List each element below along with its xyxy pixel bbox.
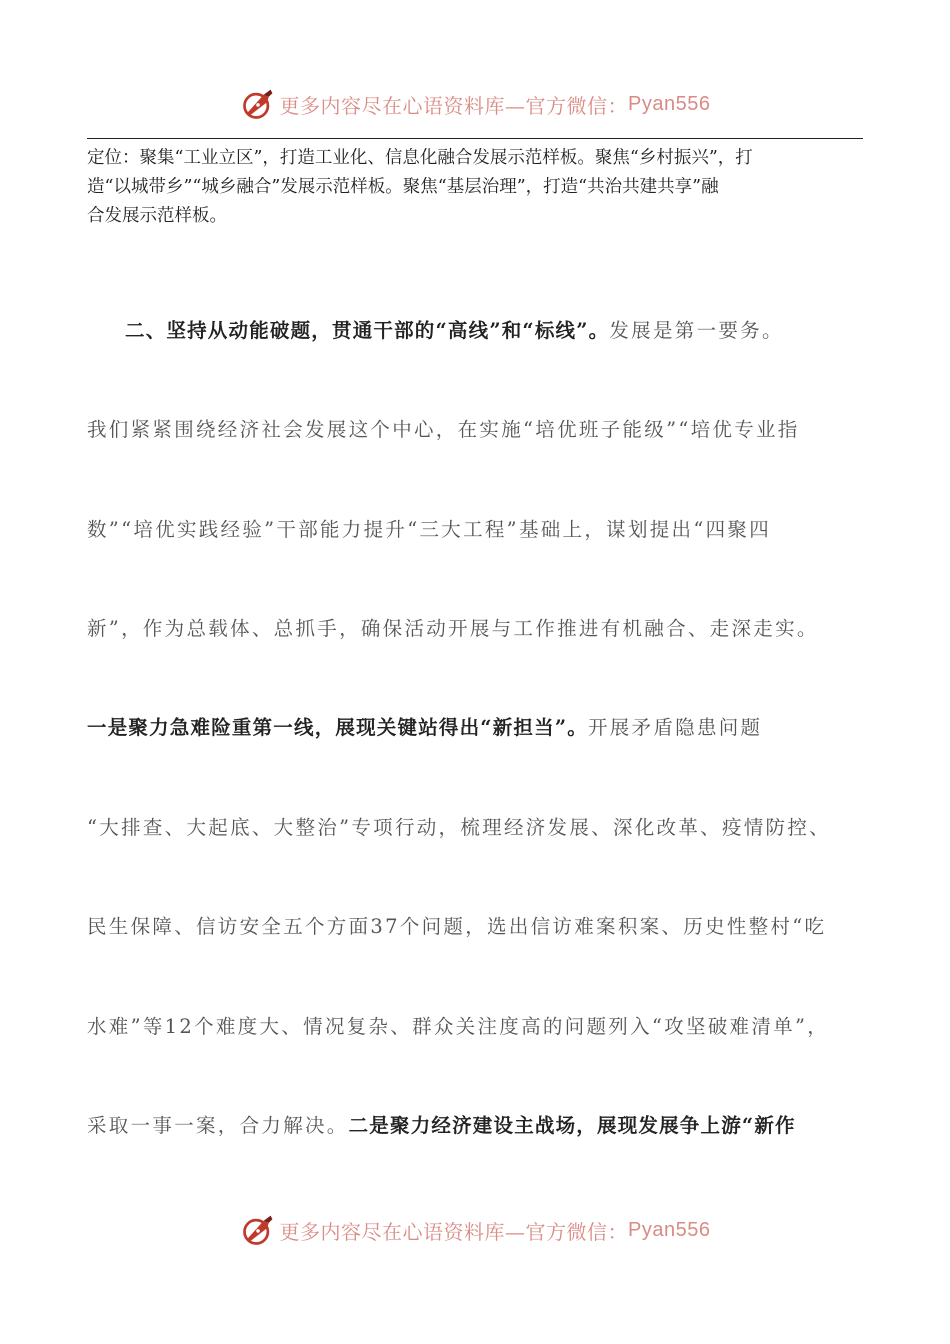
body-line-6: “大排查、大起底、大整治”专项行动，梳理经济发展、深化改革、疫情防控、 [87,816,831,839]
paragraph-line: 定位：聚集“工业立区”，打造工业化、信息化融合发展示范样板。聚焦“乡村振兴”，打 [87,148,753,168]
point-heading: 二是聚力经济建设主战场，展现发展争上游“新作 [348,1114,796,1137]
pen-nib-logo-icon [240,86,276,122]
paragraph-line: 造“以城带乡”“城乡融合”发展示范样板。聚焦“基层治理”，打造“共治共建共享”融 [87,177,719,197]
pen-nib-logo-icon [240,1212,276,1248]
header-divider [87,138,863,139]
body-line-2: 我们紧紧围绕经济社会发展这个中心，在实施“培优班子能级”“培优专业指 [87,418,800,441]
top-paragraph [87,144,863,231]
body-text: 发展是第一要务。 [609,319,784,342]
body-line-8: 水难”等12个难度大、情况复杂、群众关注度高的问题列入“攻坚破难清单”， [87,1015,830,1038]
header-banner [0,84,950,124]
paragraph-line: 合发展示范样板。 [87,206,227,226]
wechat-id: Pyan556 [628,1218,711,1241]
body-line-7: 民生保障、信访安全五个方面37个问题，选出信访难案积案、历史性整村“吃 [87,915,827,938]
body-line-1 [87,315,915,347]
section-heading: 二、坚持从动能破题，贯通干部的“高线”和“标线”。 [125,319,610,342]
body-line-4: 新”，作为总载体、总抓手，确保活动开展与工作推进有机融合、走深走实。 [87,617,819,640]
body-line-3: 数”“培优实践经验”干部能力提升“三大工程”基础上，谋划提出“四聚四 [87,518,772,541]
body-text: 采取一事一案，合力解决。 [87,1114,349,1137]
point-heading: 一是聚力急难险重第一线，展现关键站得出“新担当”。 [87,716,588,739]
wechat-id: Pyan556 [628,92,711,115]
body-text: 开展矛盾隐患问题 [587,716,763,739]
body-line-9 [87,1110,877,1142]
footer-banner [0,1210,950,1250]
body-line-5 [87,712,877,744]
banner-text: 更多内容尽在心语资料库—官方微信： [279,1219,629,1244]
banner-text: 更多内容尽在心语资料库—官方微信： [279,93,629,118]
